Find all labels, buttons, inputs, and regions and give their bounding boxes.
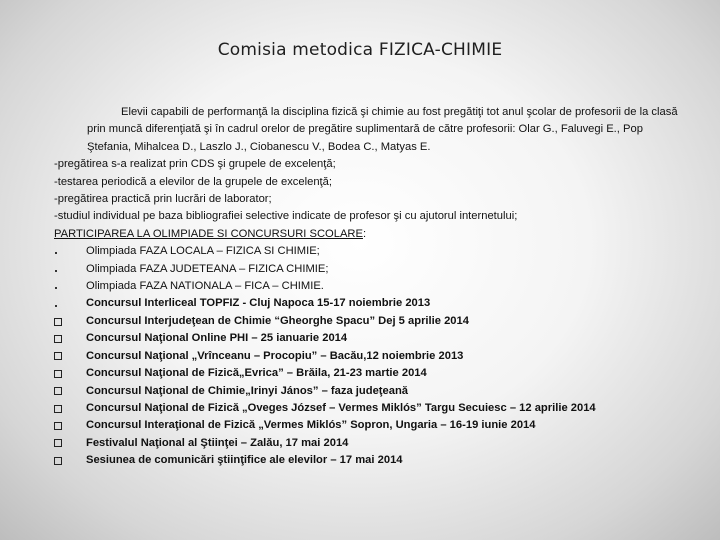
checkbox-bullet-icon (54, 439, 62, 447)
dot-bullet-icon (55, 287, 57, 289)
list-item-text: Olimpiada FAZA LOCALA – FIZICA SI CHIMIE; (86, 245, 320, 258)
bullet (54, 302, 86, 307)
activity-line: -pregătirea practică prin lucrări de laborator; (54, 193, 272, 206)
section-heading-suffix: : (362, 227, 367, 240)
list-item (54, 348, 684, 365)
intro-paragraph: Elevii capabili de performanţă la disciplina fizică şi chimie au fost pregătiţi tot anul şcolar de profesorii de la clasă prin muncă diferenţiată şi în cadrul orelor de pregătire suplimentară de către profesorii: Olar G., Faluvegi E., Pop Ştefania, Mihalcea D., Laszlo J., Ciobanescu V., Bodea C., Matyas E. (87, 106, 678, 153)
section-heading: PARTICIPAREA LA OLIMPIADE SI CONCURSURI SCOLARE (54, 227, 363, 240)
checkbox-bullet-icon (54, 405, 62, 413)
bullet (54, 318, 86, 326)
list-item-text: Concursul Naţional de Fizică „Oveges József – Vermes Miklós” Targu Secuiesc – 12 aprilie 2014 (86, 401, 596, 414)
checkbox-bullet-icon (54, 318, 62, 326)
bullet (54, 352, 86, 360)
checkbox-bullet-icon (54, 457, 62, 465)
bullet (54, 335, 86, 343)
section-heading-line (54, 226, 684, 243)
bullet (54, 422, 86, 430)
list-item-text: Concursul Interjudeţean de Chimie “Gheorghe Spacu” Dej 5 aprilie 2014 (86, 314, 469, 327)
dot-bullet-icon (55, 252, 57, 254)
content-body (54, 104, 684, 470)
list-item (54, 383, 684, 400)
list-item-text: Sesiunea de comunicări ştiinţifice ale elevilor – 17 mai 2014 (86, 454, 403, 467)
bullet (54, 405, 86, 413)
list-item-text: Concursul Naţional Online PHI – 25 ianuarie 2014 (86, 332, 348, 345)
list-item-text: Concursul Naţional de Fizică„Evrica” – Brăila, 21-23 martie 2014 (86, 367, 427, 380)
checkbox-bullet-icon (54, 422, 62, 430)
competition-list (54, 243, 684, 469)
list-item-text: Festivalul Naţional al Ştiinţei – Zalău, 17 mai 2014 (86, 436, 349, 449)
bullet (54, 457, 86, 465)
list-item (54, 330, 684, 347)
list-item (54, 417, 684, 434)
list-item-text: Concursul Interliceal TOPFIZ - Cluj Napoca 15-17 noiembrie 2013 (86, 297, 431, 310)
checkbox-bullet-icon (54, 335, 62, 343)
page-title: Comisia metodica FIZICA-CHIMIE (217, 40, 503, 60)
list-item (54, 243, 684, 260)
list-item (54, 435, 684, 452)
checkbox-bullet-icon (54, 387, 62, 395)
activity-line: -testarea periodică a elevilor de la grupele de excelenţă; (54, 175, 332, 188)
list-item (54, 313, 684, 330)
bullet (54, 267, 86, 272)
list-item-text: Concursul Naţional de Chimie„Irinyi János” – faza judeţeană (86, 384, 409, 397)
bullet (54, 370, 86, 378)
checkbox-bullet-icon (54, 352, 62, 360)
list-item (54, 400, 684, 417)
list-item-text: Olimpiada FAZA JUDETEANA – FIZICA CHIMIE; (86, 262, 329, 275)
activity-line: -studiul individual pe baza bibliografiei selective indicate de profesor şi cu ajutorul internetului; (54, 210, 518, 223)
list-item-text: Concursul Interaţional de Fizică „Vermes Miklós” Sopron, Ungaria – 16-19 iunie 2014 (86, 419, 536, 432)
bullet (54, 284, 86, 289)
activity-lines (54, 156, 684, 226)
list-item (54, 278, 684, 295)
list-item (54, 295, 684, 312)
list-item (54, 261, 684, 278)
list-item-text: Concursul Naţional „Vrînceanu – Procopiu” – Bacău,12 noiembrie 2013 (86, 349, 464, 362)
list-item (54, 452, 684, 469)
bullet (54, 439, 86, 447)
list-item (54, 365, 684, 382)
checkbox-bullet-icon (54, 370, 62, 378)
dot-bullet-icon (55, 305, 57, 307)
dot-bullet-icon (55, 270, 57, 272)
bullet (54, 387, 86, 395)
activity-line: -pregătirea s-a realizat prin CDS şi grupele de excelenţă; (54, 158, 336, 171)
bullet (54, 249, 86, 254)
list-item-text: Olimpiada FAZA NATIONALA – FICA – CHIMIE. (86, 280, 324, 293)
